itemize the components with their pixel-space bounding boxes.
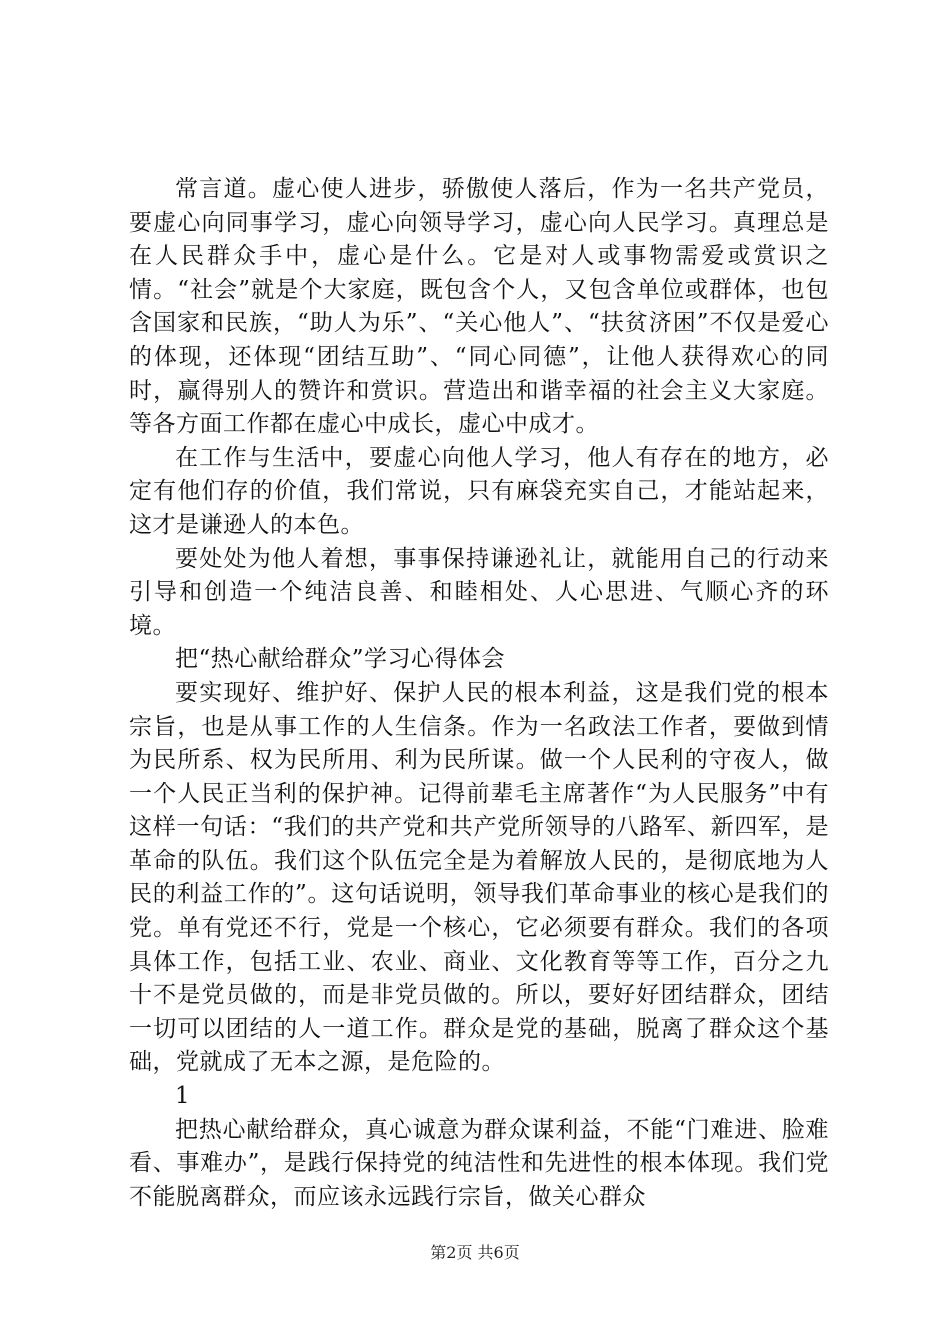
- paragraph-2: 在工作与生活中，要虚心向他人学习，他人有存在的地方，必定有他们存的价值，我们常说，只有麻袋充实自己，才能站起来，这才是谦逊人的本色。: [129, 444, 829, 538]
- inline-page-marker: 1: [175, 1083, 190, 1110]
- paragraph-3: 要处处为他人着想，事事保持谦逊礼让，就能用自己的行动来引导和创造一个纯洁良善、和睦相处、人心思进、气顺心齐的环境。: [129, 545, 829, 639]
- paragraph-4: 要实现好、维护好、保护人民的根本利益，这是我们党的根本宗旨，也是从事工作的人生信条。作为一名政法工作者，要做到情为民所系、权为民所用、利为民所谋。做一个人民利的守夜人，做一个人民正当利的保护神。记得前辈毛主席著作“为人民服务”中有这样一句话：“我们的共产党和共产党所领导的八路军、新四军，是革命的队伍。我们这个队伍完全是为着解放人民的，是彻底地为人民的利益工作的”。这句话说明，领导我们革命事业的核心是我们的党。单有党还不行，党是一个核心，它必须要有群众。我们的各项具体工作，包括工业、农业、商业、文化教育等等工作，百分之九十不是党员做的，而是非党员做的。所以，要好好团结群众，团结一切可以团结的人一道工作。群众是党的基础，脱离了群众这个基础，党就成了无本之源，是危险的。: [129, 679, 829, 1076]
- page-footer: 第2页 共6页: [430, 1243, 520, 1262]
- document-body: [129, 173, 829, 1214]
- section-heading: 把“热心献给群众”学习心得体会: [175, 646, 506, 673]
- paragraph-5: 把热心献给群众，真心诚意为群众谋利益，不能“门难进、脸难看、事难办”，是践行保持党的纯洁性和先进性的根本体现。我们党不能脱离群众，而应该永远践行宗旨，做关心群众: [129, 1116, 829, 1210]
- paragraph-1: 常言道。虚心使人进步，骄傲使人落后，作为一名共产党员，要虚心向同事学习，虚心向领导学习，虚心向人民学习。真理总是在人民群众手中，虚心是什么。它是对人或事物需爱或赏识之情。“社会”就是个大家庭，既包含个人，又包含单位或群体，也包含国家和民族，“助人为乐”、“关心他人”、“扶贫济困”不仅是爱心的体现，还体现“团结互助”、“同心同德”，让他人获得欢心的同时，赢得别人的赞许和赏识。营造出和谐幸福的社会主义大家庭。等各方面工作都在虚心中成长，虚心中成才。: [129, 176, 829, 438]
